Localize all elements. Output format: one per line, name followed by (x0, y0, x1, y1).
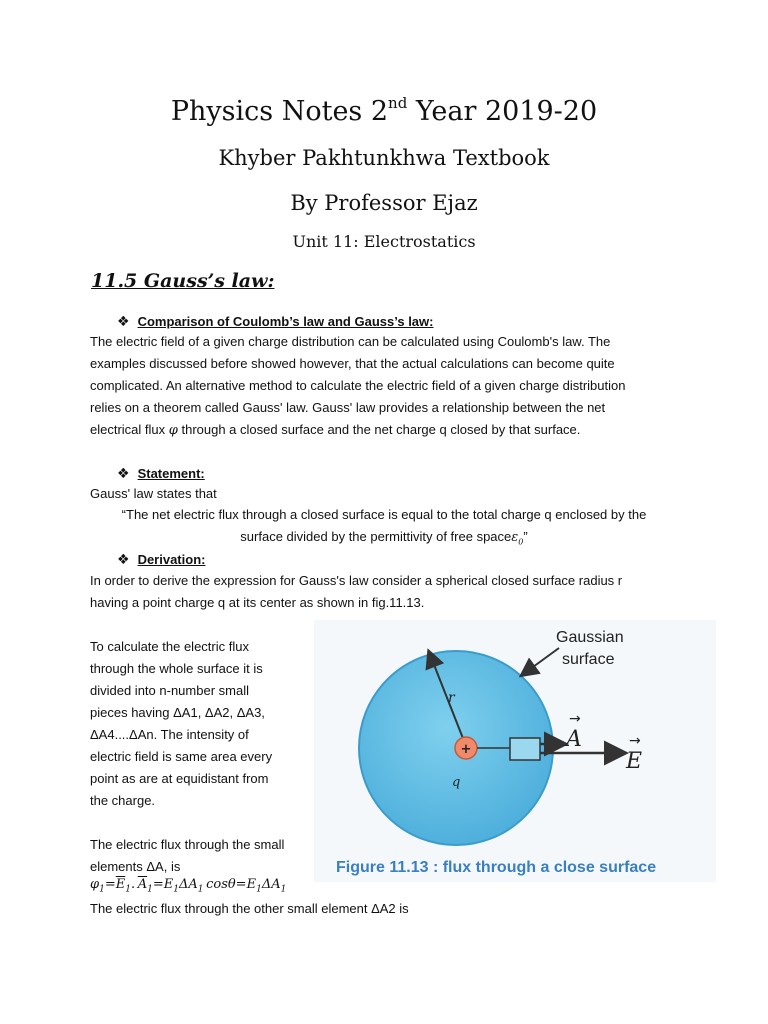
paragraph-line: The electric field of a given charge distribution can be calculated using Coulomb's law. The (90, 334, 611, 349)
derivation-paragraph (90, 570, 680, 614)
side-line: pieces having ΔA1, ΔA2, ΔA3, (90, 705, 265, 720)
side-line: point as are at equidistant from (90, 771, 269, 786)
quote-text: surface divided by the permittivity of free space (240, 529, 512, 544)
page-subtitle: Khyber Pakhtunkhwa Textbook (218, 146, 550, 170)
bullet-icon: ❖ (117, 313, 130, 329)
paragraph-line (90, 419, 680, 442)
title-main: Physics Notes 2 (170, 96, 389, 127)
side-line: The electric flux through the small (90, 837, 285, 852)
epsilon-symbol: $\varepsilon_0$ (511, 530, 524, 547)
comparison-paragraph (90, 331, 680, 442)
side-line: elements ΔA, is (90, 859, 181, 874)
surface-element-patch (510, 738, 540, 760)
figure-caption: Figure 11.13 : flux through a close surface (336, 859, 657, 876)
derivation-last-line: The electric flux through the other small element ΔA2 is (90, 901, 409, 916)
area-vector-label: A (566, 727, 582, 752)
derivation-heading (117, 551, 205, 568)
side-line: ΔA4....ΔAn. The intensity of (90, 727, 249, 742)
radius-label: r (448, 690, 455, 706)
side-line: the charge. (90, 793, 156, 808)
section-heading: 11.5 Gauss’s law: (91, 270, 275, 292)
page-title (0, 94, 768, 127)
statement-heading-text: Statement: (137, 466, 205, 481)
paragraph-line: having a point charge q at its center as shown in fig.11.13. (90, 595, 425, 610)
statement-intro: Gauss' law states that (90, 486, 217, 501)
surface-label: surface (562, 651, 615, 668)
vector-arrow-icon: → (629, 733, 641, 749)
field-vector-label: E (626, 749, 643, 774)
title-rest: Year 2019-20 (407, 96, 598, 127)
statement-heading (117, 465, 205, 482)
title-superscript: nd (388, 94, 408, 112)
comparison-heading-text: Comparison of Coulomb’s law and Gauss’s law: (137, 314, 434, 329)
gaussian-label: Gaussian (556, 629, 624, 646)
paragraph-line: examples discussed before showed however, that the actual calculations can become quite (90, 356, 615, 371)
quote-text: ” (523, 529, 528, 544)
unit-line: Unit 11: Electrostatics (292, 232, 476, 251)
statement-quote-line (0, 529, 768, 547)
charge-label: q (452, 775, 461, 790)
author-line: By Professor Ejaz (290, 191, 478, 215)
derivation-side-text (90, 636, 320, 878)
flux-equation: $\varphi_1=\overline{E}_1$. $\overline{A}_1=E_1\Delta A_1$ $\cos\theta=E_1\Delta A_1$ (90, 877, 287, 895)
line-text: electrical flux (90, 422, 169, 437)
bullet-icon: ❖ (117, 465, 130, 481)
comparison-heading (117, 313, 433, 330)
side-line: electric field is same area every (90, 749, 273, 764)
paragraph-line: In order to derive the expression for Gauss's law consider a spherical closed surface radius r (90, 573, 623, 588)
vector-arrow-icon: → (569, 711, 581, 727)
side-line: divided into n-number small (90, 683, 249, 698)
charge-plus-sign: + (460, 742, 472, 757)
paragraph-line: complicated. An alternative method to calculate the electric field of a given charge distribution (90, 378, 626, 393)
gaussian-surface-figure (314, 620, 716, 882)
line-text: through a closed surface and the net charge q closed by that surface. (177, 422, 581, 437)
paragraph-line: relies on a theorem called Gauss' law. Gauss' law provides a relationship between the net (90, 400, 606, 415)
side-line: To calculate the electric flux (90, 639, 249, 654)
statement-quote-line: “The net electric flux through a closed surface is equal to the total charge q enclosed by the (121, 507, 647, 522)
side-line: through the whole surface it is (90, 661, 263, 676)
flux-symbol: φ (168, 423, 178, 438)
blank-line (90, 812, 320, 834)
derivation-heading-text: Derivation: (137, 552, 206, 567)
bullet-icon: ❖ (117, 551, 130, 567)
